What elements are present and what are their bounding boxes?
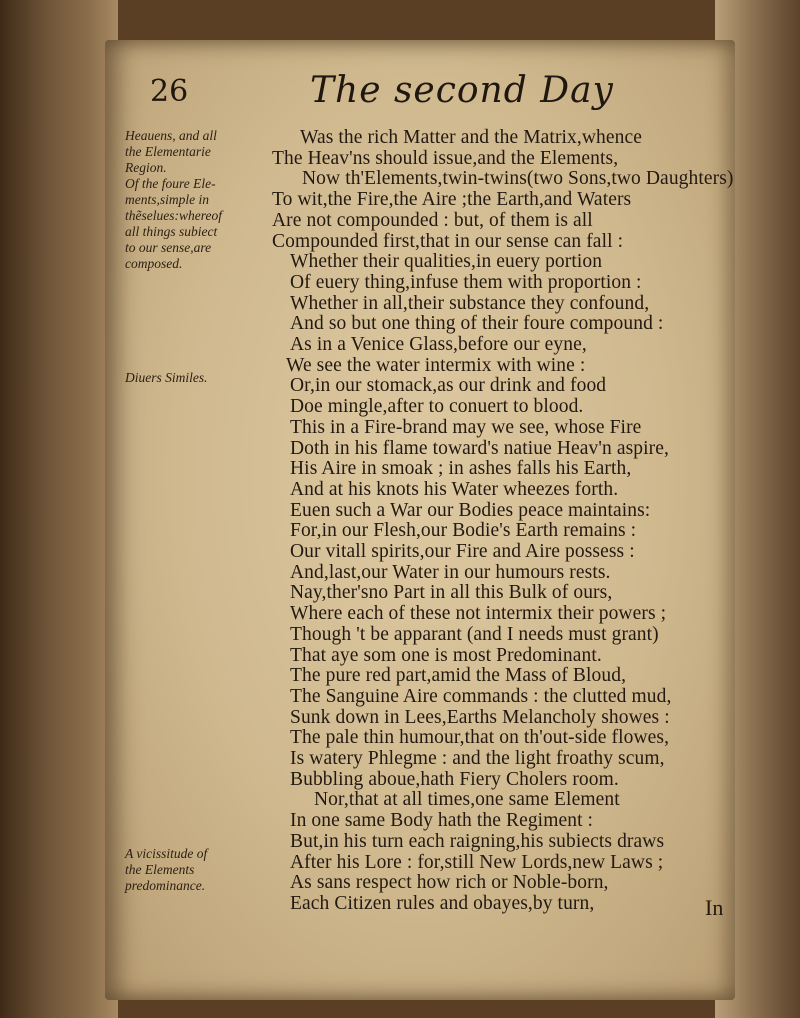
running-title: The second Day xyxy=(310,70,614,111)
verse-line: Nay,ther'sno Part in all this Bulk of ours, xyxy=(290,582,613,604)
verse-line: And at his knots his Water wheezes forth. xyxy=(290,478,619,500)
verse-line: Is watery Phlegme : and the light froathy scum, xyxy=(290,748,665,769)
verse-line: The Sanguine Aire commands : the clutted mud, xyxy=(290,685,672,707)
verse-line: For,in our Flesh,our Bodie's Earth remains : xyxy=(290,520,637,542)
margin-note-heavens: Heauens, and all the Elementarie Region. xyxy=(125,128,217,175)
verse-line: And,last,our Water in our humours rests. xyxy=(290,561,611,583)
verse-line: Where each of these not intermix their powers ; xyxy=(290,603,667,625)
verse-line: The pure red part,amid the Mass of Bloud, xyxy=(290,665,627,687)
verse-line: Euen such a War our Bodies peace maintains: xyxy=(290,499,651,521)
verse-line: The Heav'ns should issue,and the Elements, xyxy=(272,147,619,169)
verse-line: Doth in his flame toward's natiue Heav'n aspire, xyxy=(290,437,669,459)
verse-line: Now th'Elements,twin-twins(two Sons,two Daughters) xyxy=(302,168,734,190)
verse-line: This in a Fire-brand may we see, whose Fire xyxy=(290,416,642,438)
verse-line: As sans respect how rich or Noble-born, xyxy=(290,872,609,894)
verse-line: Or,in our stomack,as our drink and food xyxy=(290,375,607,397)
verse-line: Bubbling aboue,hath Fiery Cholers room. xyxy=(290,768,619,790)
verse-line: Whether in all,their substance they confound, xyxy=(290,292,650,314)
margin-note-elements: Of the foure Ele- ments,simple in thẽselues:whereof all things subiect to our sense,are composed. xyxy=(125,176,222,271)
verse-line: The pale thin humour,that on th'out-side flowes, xyxy=(290,727,670,749)
verse-line: Of euery thing,infuse them with proportion : xyxy=(290,271,642,293)
verse-line: But,in his turn each raigning,his subiects draws xyxy=(290,830,665,852)
verse-line: Sunk down in Lees,Earths Melancholy showes : xyxy=(290,706,670,728)
verse-line: We see the water intermix with wine : xyxy=(286,354,586,376)
verse-line: After his Lore : for,still New Lords,new Laws ; xyxy=(290,851,664,873)
catchword: In xyxy=(705,895,724,920)
verse-line: Doe mingle,after to conuert to blood. xyxy=(290,396,584,418)
verse-line: To wit,the Fire,the Aire ;the Earth,and Waters xyxy=(272,189,632,211)
verse-line: Each Citizen rules and obayes,by turn, xyxy=(290,892,595,914)
verse-line: That aye som one is most Predominant. xyxy=(290,644,602,666)
verse-line: Are not compounded : but, of them is all xyxy=(272,209,593,231)
margin-note-similes: Diuers Similes. xyxy=(125,370,208,385)
verse-line: Nor,that at all times,one same Element xyxy=(314,789,620,811)
verse-line: As in a Venice Glass,before our eyne, xyxy=(290,334,587,355)
verse-line: Though 't be apparant (and I needs must grant) xyxy=(290,623,659,645)
verse-line: Compounded first,that in our sense can fall : xyxy=(272,230,624,252)
verse-line: His Aire in smoak ; in ashes falls his Earth, xyxy=(290,458,632,480)
verse-line: And so but one thing of their foure compound : xyxy=(290,313,664,335)
verse-line: Our vitall spirits,our Fire and Aire possess : xyxy=(290,541,635,562)
verse-line: In one same Body hath the Regiment : xyxy=(290,810,594,832)
verse-line: Was the rich Matter and the Matrix,whence xyxy=(300,127,643,148)
verse-line: Whether their qualities,in euery portion xyxy=(290,251,603,273)
page-number: 26 xyxy=(150,74,189,109)
margin-note-vicissitude: A vicissitude of the Elements predominance. xyxy=(125,846,208,893)
